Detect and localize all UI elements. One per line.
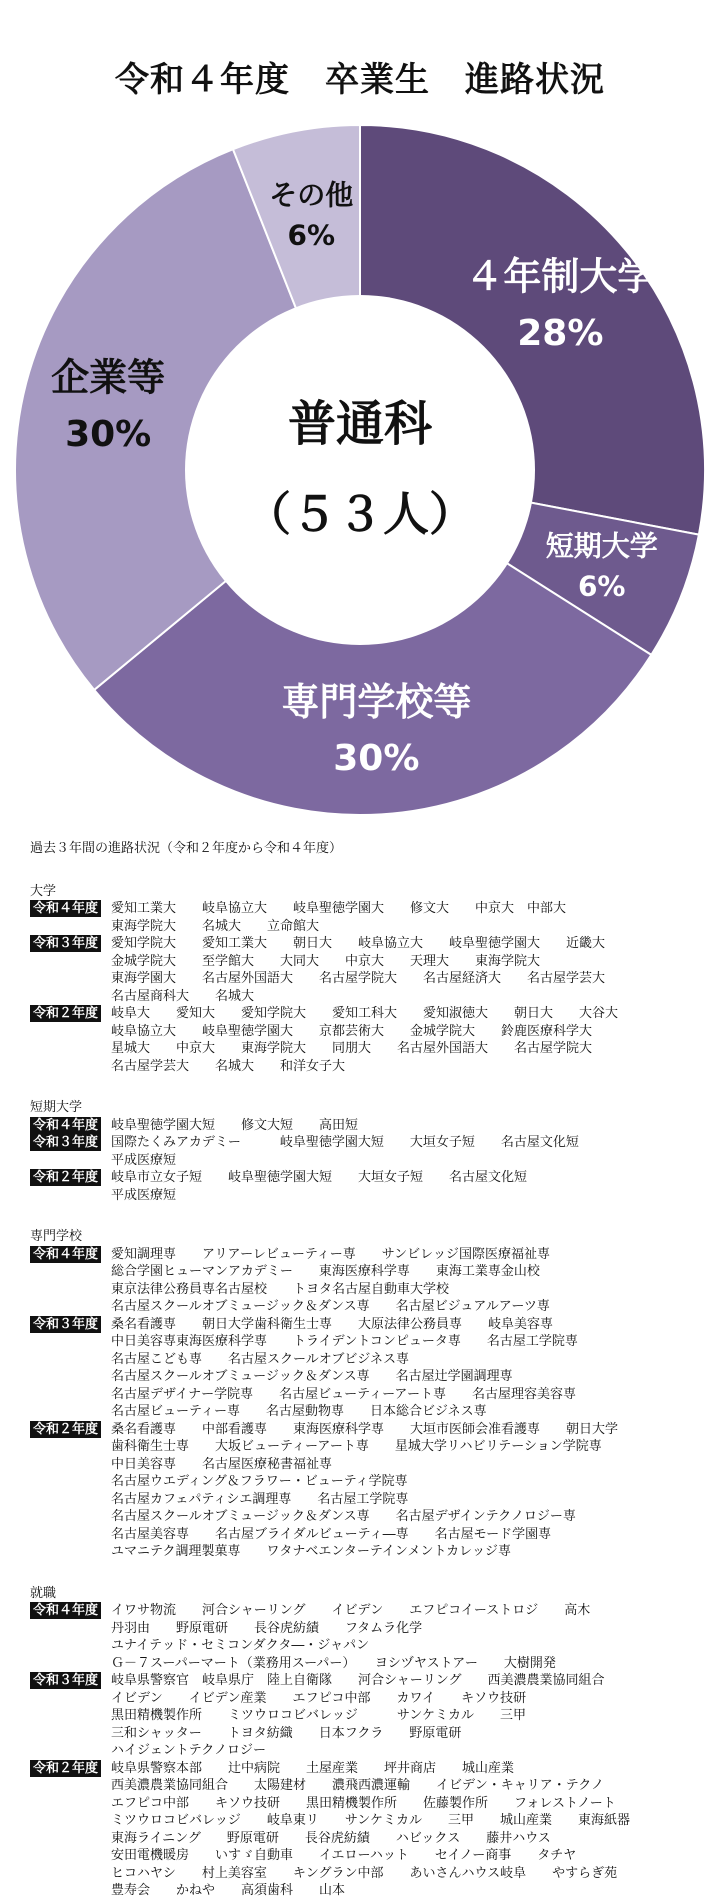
- history-category: [30, 1099, 710, 1204]
- destination-line: ミツウロコビバレッジ 岐阜東リ サンケミカル 三甲 城山産業 東海紙器: [111, 1813, 630, 1828]
- destination-line: 岐阜協立大 岐阜聖徳学園大 京都芸術大 金城学院大 鈴鹿医療科学大: [111, 1023, 593, 1039]
- center-label: 普通科: [287, 396, 433, 452]
- slice-value: 30%: [333, 738, 420, 780]
- destination-line: ユナイテッド・セミコンダクタ―・ジャパン: [111, 1638, 370, 1653]
- year-badge: 令和３年度: [30, 1672, 101, 1689]
- destination-line: ユマニテク調理製菓専 ワタナベエンターテインメントカレッジ専: [111, 1544, 512, 1559]
- destination-line: 中日美容専東海医療科学専 トライデントコンピュータ専 名古屋工学院専: [111, 1334, 578, 1349]
- year-row: [30, 1421, 710, 1561]
- year-row: [30, 1316, 710, 1421]
- destination-line: 名古屋こども専 名古屋スクールオブビジネス専: [111, 1351, 409, 1367]
- destination-list: [111, 1134, 710, 1169]
- year-row: [30, 1005, 710, 1075]
- destination-line: 平成医療短: [111, 1187, 177, 1203]
- destination-line: 名古屋ウエディング＆フラワー・ビューティ学院専: [111, 1474, 408, 1489]
- year-row: [30, 1760, 710, 1900]
- destination-line: 名古屋カフェパティシエ調理専 名古屋工学院専: [111, 1491, 409, 1507]
- destination-line: イビデン イビデン産業 エフピコ中部 カワイ キソウ技研: [111, 1690, 527, 1706]
- slice-label: 短期大学: [545, 529, 658, 563]
- destination-line: 桑名看護専 朝日大学歯科衛生士専 大原法律公務員専 岐阜美容専: [111, 1316, 554, 1332]
- center-sub: （５３人）: [245, 487, 475, 541]
- destination-list: [111, 1169, 710, 1204]
- year-badge: 令和２年度: [30, 1421, 101, 1438]
- donut-chart: [0, 110, 720, 830]
- year-row: [30, 1117, 710, 1135]
- destination-line: 三和シャッター トヨタ紡織 日本フクラ 野原電研: [111, 1725, 462, 1741]
- year-row: [30, 935, 710, 1005]
- destination-list: [111, 1672, 710, 1760]
- slice-label: 企業等: [51, 355, 166, 400]
- category-title: 短期大学: [30, 1100, 83, 1115]
- destination-line: 名古屋商科大 名城大: [111, 988, 255, 1004]
- year-row: [30, 1134, 710, 1169]
- year-row: [30, 1246, 710, 1316]
- destination-line: Ｇ－７スーパーマート（業務用スーパー） ヨシヅヤストアー 大樹開発: [111, 1655, 556, 1671]
- year-badge: 令和４年度: [30, 1246, 101, 1263]
- destination-list: [111, 1602, 710, 1672]
- destination-line: ハイジェントテクノロジー: [111, 1743, 266, 1758]
- destination-line: 安田電機暖房 いすゞ自動車 イエローハット セイノー商事 タチヤ: [111, 1848, 577, 1863]
- slice-label: 専門学校等: [281, 679, 472, 724]
- year-badge: 令和２年度: [30, 1169, 101, 1186]
- year-badge: 令和２年度: [30, 1760, 101, 1777]
- destination-line: 国際たくみアカデミー 岐阜聖徳学園大短 大垣女子短 名古屋文化短: [111, 1135, 579, 1150]
- destination-line: 丹羽由 野原電研 長谷虎紡績 フタムラ化学: [111, 1620, 423, 1636]
- year-badge: 令和３年度: [30, 1316, 101, 1333]
- destination-list: [111, 1421, 710, 1561]
- destination-line: 名古屋ビューティー専 名古屋動物専 日本総合ビジネス専: [111, 1404, 487, 1419]
- history-category: [30, 1585, 710, 1900]
- slice-label: その他: [269, 178, 354, 212]
- destination-list: [111, 935, 710, 1005]
- year-badge: 令和２年度: [30, 1005, 101, 1022]
- destination-line: 中日美容専 名古屋医療秘書福祉専: [111, 1456, 333, 1472]
- destination-line: 岐阜聖徳学園大短 修文大短 高田短: [111, 1117, 359, 1133]
- year-badge: 令和４年度: [30, 900, 101, 917]
- destination-line: 総合学園ヒューマンアカデミー 東海医療科学専 東海工業専金山校: [111, 1264, 540, 1279]
- category-title: 就職: [30, 1585, 57, 1601]
- year-badge: 令和４年度: [30, 1117, 101, 1134]
- slice-value: 30%: [65, 413, 152, 455]
- slice-value: 6%: [577, 569, 626, 603]
- page-title: 令和４年度 卒業生 進路状況: [115, 60, 605, 100]
- category-title: 専門学校: [30, 1229, 83, 1244]
- year-badge: 令和３年度: [30, 935, 101, 952]
- year-badge: 令和４年度: [30, 1602, 101, 1619]
- destination-line: 歯科衛生士専 大坂ビューティーアート専 星城大学リハビリテーション学院専: [111, 1439, 602, 1454]
- destination-line: 名古屋学芸大 名城大 和洋女子大: [111, 1058, 346, 1074]
- year-row: [30, 1672, 710, 1760]
- year-row: [30, 1602, 710, 1672]
- destination-line: 桑名看護専 中部看護専 東海医療科学専 大垣市医師会准看護専 朝日大学: [111, 1421, 619, 1437]
- destination-line: 黒田精機製作所 ミツウロコビバレッジ サンケミカル 三甲: [111, 1708, 526, 1723]
- history-category: [30, 883, 710, 1076]
- destination-line: 愛知学院大 愛知工業大 朝日大 岐阜協立大 岐阜聖徳学園大 近畿大: [111, 936, 606, 951]
- destination-list: [111, 1005, 710, 1075]
- destination-line: ヒコハヤシ 村上美容室 キングラン中部 あいさんハウス岐阜 やすらぎ苑: [111, 1865, 618, 1881]
- destination-line: イワサ物流 河合シャーリング イビデン エフピコイーストロジ 高木: [111, 1603, 591, 1618]
- destination-line: 西美濃農業協同組合 太陽建材 濃飛西濃運輸 イビデン・キャリア・テクノ: [111, 1778, 604, 1793]
- slice-label: ４年制大学: [465, 254, 656, 299]
- destination-line: 愛知工業大 岐阜協立大 岐阜聖徳学園大 修文大 中京大 中部大: [111, 901, 567, 916]
- destination-line: 豊寿会 かねや 高須歯科 山本: [111, 1883, 346, 1898]
- destination-line: 名古屋デザイナー学院専 名古屋ビューティーアート専 名古屋理容美容専: [111, 1386, 577, 1402]
- destination-line: 名古屋スクールオブミュージック＆ダンス専 名古屋ビジュアルアーツ専: [111, 1299, 550, 1314]
- destination-line: 岐阜市立女子短 岐阜聖徳学園大短 大垣女子短 名古屋文化短: [111, 1170, 528, 1185]
- category-title: 大学: [30, 883, 57, 899]
- destination-line: 岐阜大 愛知大 愛知学院大 愛知工科大 愛知淑徳大 朝日大 大谷大: [111, 1006, 619, 1021]
- history-category: [30, 1228, 710, 1561]
- destination-list: [111, 1316, 710, 1421]
- destination-line: 星城大 中京大 東海学院大 同朋大 名古屋外国語大 名古屋学院大: [111, 1041, 593, 1056]
- destination-line: 東海学院大 名城大 立命館大: [111, 918, 320, 934]
- destination-list: [111, 900, 710, 935]
- destination-line: 岐阜県警察官 岐阜県庁 陸上自衛隊 河合シャーリング 西美濃農業協同組合: [111, 1673, 605, 1688]
- destination-line: 東海ライニング 野原電研 長谷虎紡績 ハビックス 藤井ハウス: [111, 1830, 551, 1846]
- slice-value: 6%: [287, 218, 336, 252]
- destination-line: 岐阜県警察本部 辻中病院 土屋産業 坪井商店 城山産業: [111, 1760, 515, 1776]
- history-title: 過去３年間の進路状況（令和２年度から令和４年度）: [30, 841, 343, 856]
- destination-list: [111, 1760, 710, 1900]
- destination-line: エフピコ中部 キソウ技研 黒田精機製作所 佐藤製作所 フォレストノート: [111, 1795, 616, 1811]
- destination-line: 東京法律公務員専名古屋校 トヨタ名古屋自動車大学校: [111, 1281, 450, 1297]
- history-categories: [30, 883, 710, 1900]
- slice-value: 28%: [517, 312, 604, 354]
- destination-line: 平成医療短: [111, 1152, 177, 1168]
- donut-hole: [185, 295, 535, 645]
- year-row: [30, 1169, 710, 1204]
- destination-line: 愛知調理専 アリアーレビューティー専 サンビレッジ国際医療福祉専: [111, 1246, 551, 1262]
- destination-line: 名古屋スクールオブミュージック＆ダンス専 名古屋辻学園調理専: [111, 1369, 513, 1384]
- destination-line: 金城学院大 至学館大 大同大 中京大 天理大 東海学院大: [111, 953, 541, 969]
- destination-list: [111, 1117, 710, 1135]
- year-row: [30, 900, 710, 935]
- destination-line: 名古屋美容専 名古屋ブライダルビューティ―専 名古屋モード学園専: [111, 1526, 552, 1542]
- destination-line: 東海学園大 名古屋外国語大 名古屋学院大 名古屋経済大 名古屋学芸大: [111, 971, 606, 986]
- year-badge: 令和３年度: [30, 1134, 101, 1151]
- destination-list: [111, 1246, 710, 1316]
- history-section: [30, 840, 710, 1900]
- destination-line: 名古屋スクールオブミュージック＆ダンス専 名古屋デザインテクノロジー専: [111, 1509, 576, 1524]
